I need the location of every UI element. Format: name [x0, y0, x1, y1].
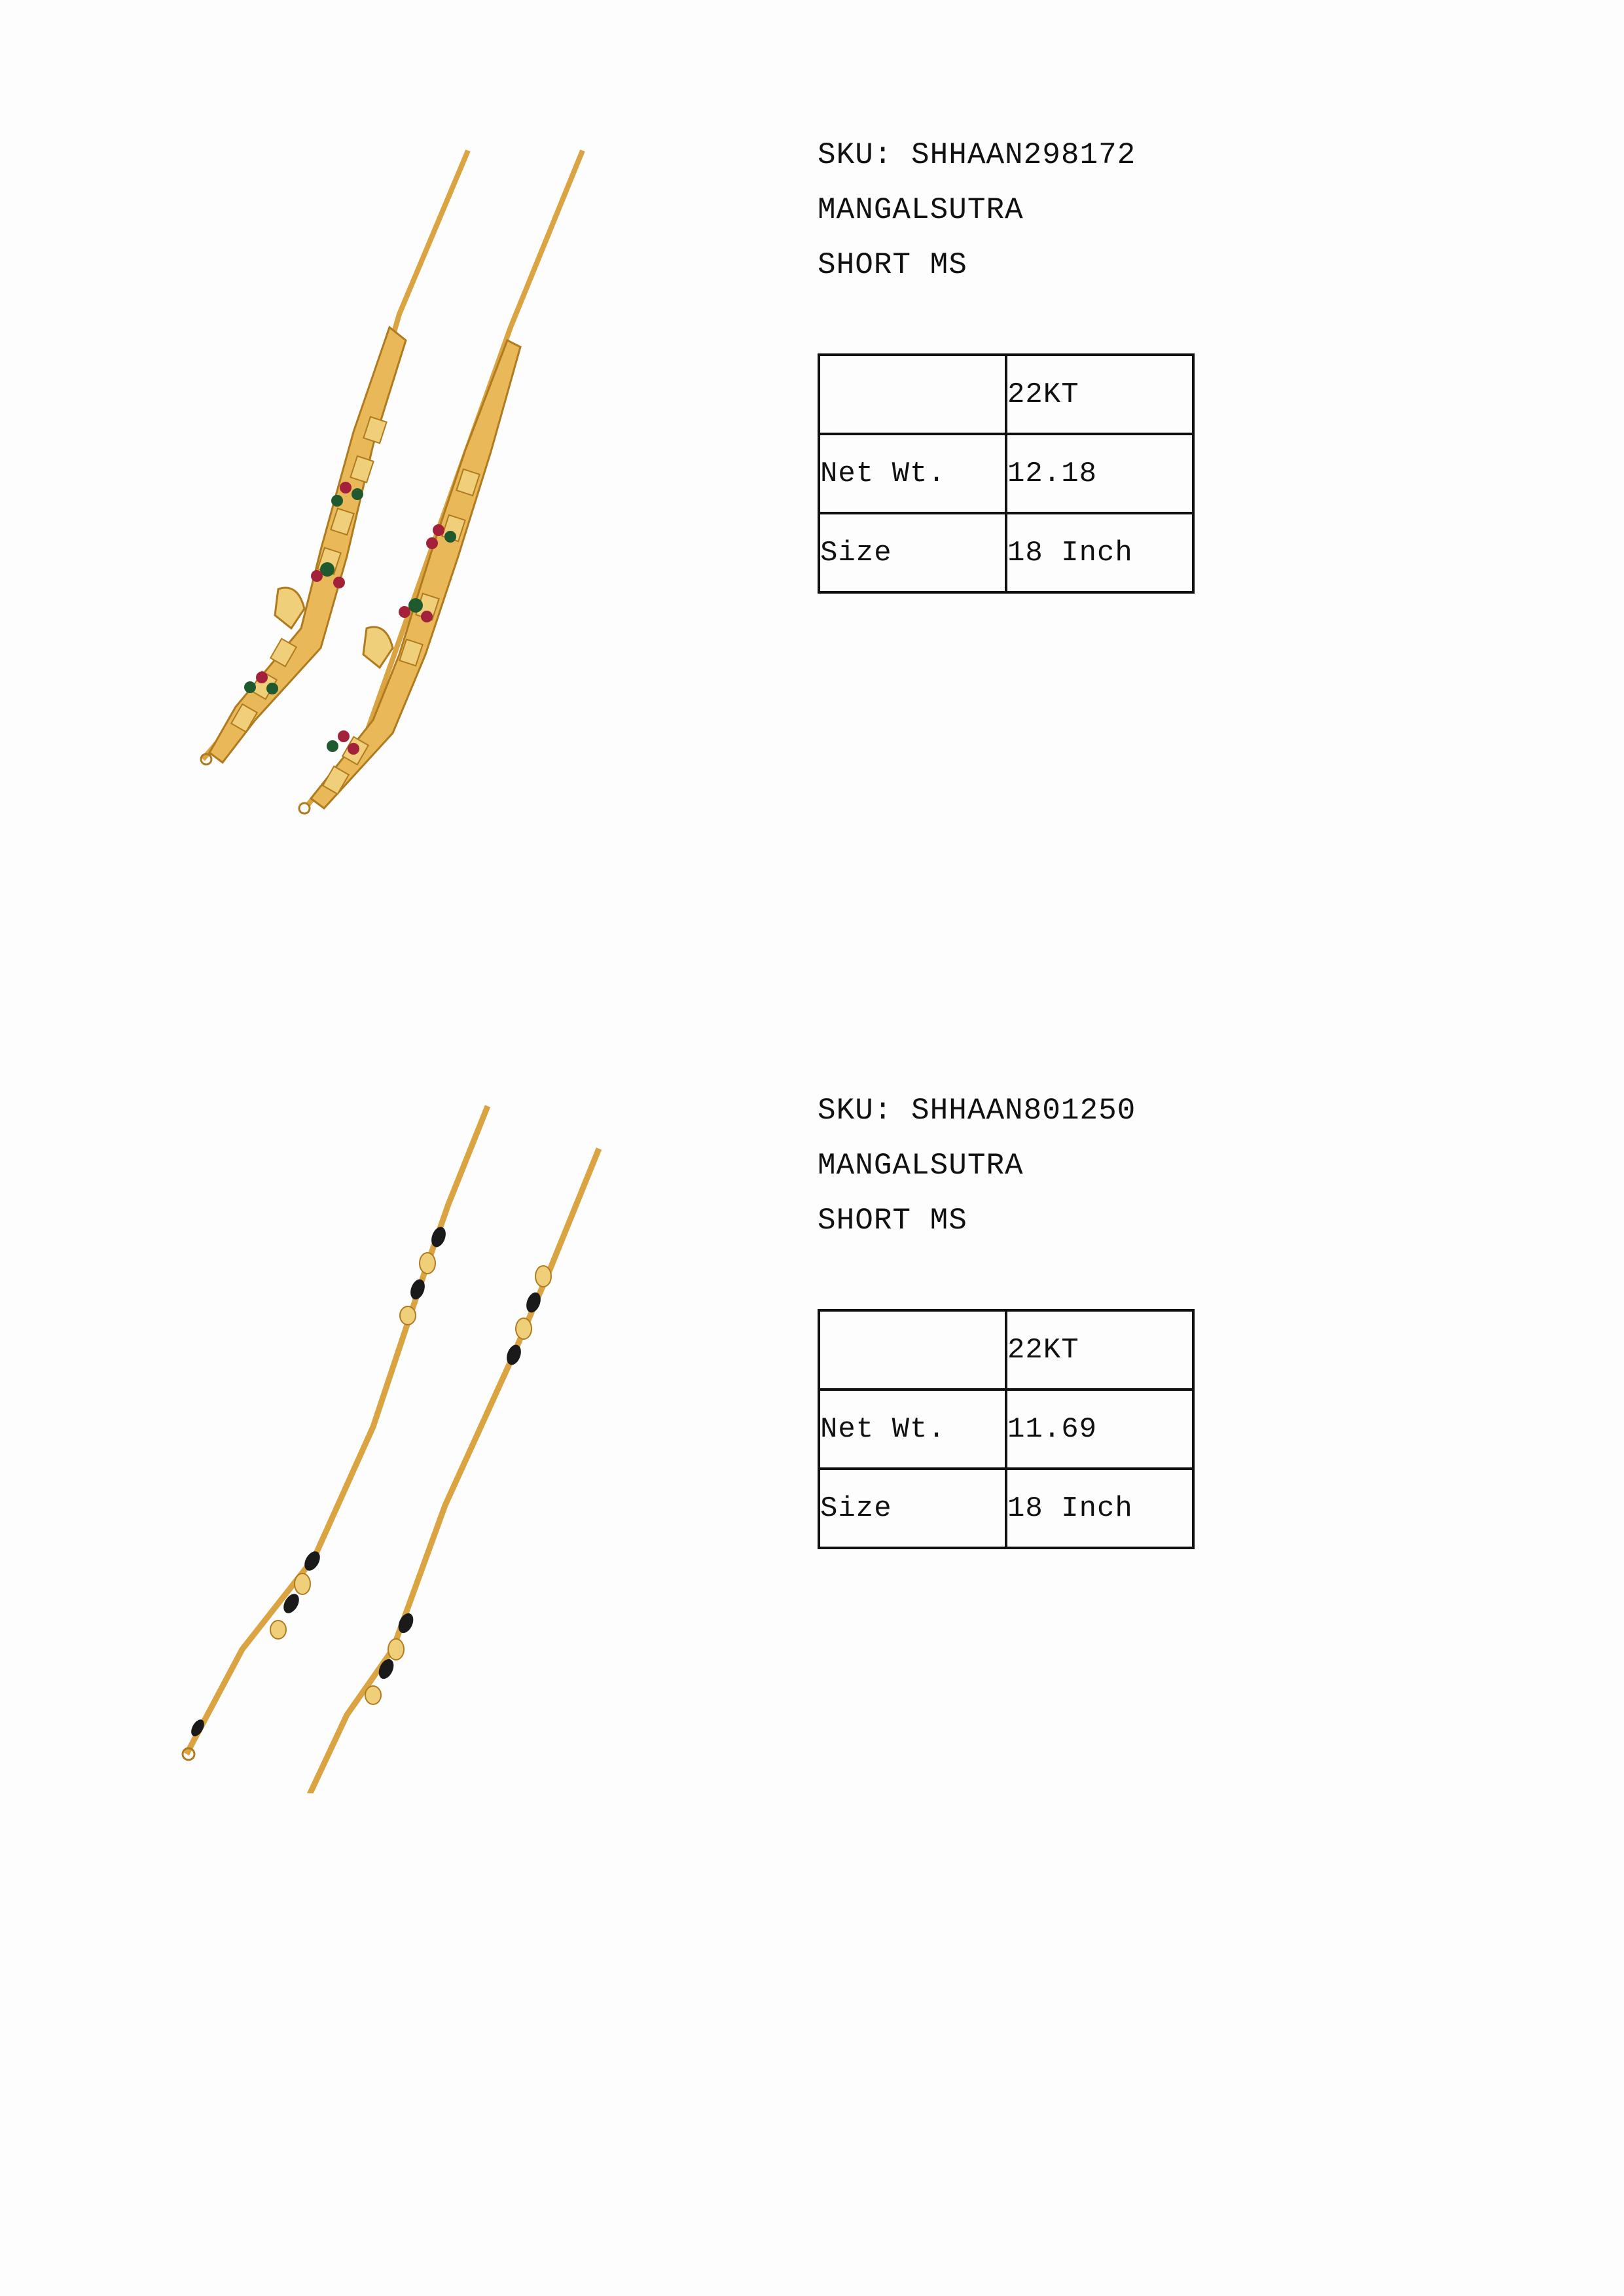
table-cell [819, 1310, 1006, 1390]
table-cell-label: Net Wt. [819, 434, 1006, 513]
table-cell-purity: 22KT [1006, 1310, 1193, 1390]
table-cell-label: Size [819, 1469, 1006, 1548]
table-row [819, 1310, 1193, 1390]
table-row [819, 1390, 1193, 1469]
subcategory-label: SHORT MS [818, 248, 967, 282]
product-image-bead-mangalsutra [157, 1086, 655, 1793]
table-cell-label: Size [819, 513, 1006, 592]
product-info [818, 1083, 1136, 1248]
product-card-2 [0, 956, 1624, 1911]
table-cell-net-weight: 11.69 [1006, 1390, 1193, 1469]
table-cell [819, 355, 1006, 434]
product-image-ornate-mangalsutra [157, 131, 655, 838]
right-strand [290, 1149, 599, 1793]
spec-table [818, 353, 1195, 594]
left-strand [183, 1106, 488, 1760]
table-cell-purity: 22KT [1006, 355, 1193, 434]
category-label: MANGALSUTRA [818, 193, 1024, 227]
table-row [819, 513, 1193, 592]
sku-label: SKU: SHHAAN298172 [818, 138, 1136, 172]
table-cell-size: 18 Inch [1006, 1469, 1193, 1548]
subcategory-label: SHORT MS [818, 1204, 967, 1238]
table-row [819, 355, 1193, 434]
category-label: MANGALSUTRA [818, 1149, 1024, 1183]
product-card-1 [0, 0, 1624, 956]
sku-label: SKU: SHHAAN801250 [818, 1094, 1136, 1128]
table-row [819, 1469, 1193, 1548]
left-strand [203, 151, 468, 762]
table-cell-net-weight: 12.18 [1006, 434, 1193, 513]
table-row [819, 434, 1193, 513]
table-cell-size: 18 Inch [1006, 513, 1193, 592]
product-info [818, 128, 1136, 293]
spec-table [818, 1309, 1195, 1549]
table-cell-label: Net Wt. [819, 1390, 1006, 1469]
